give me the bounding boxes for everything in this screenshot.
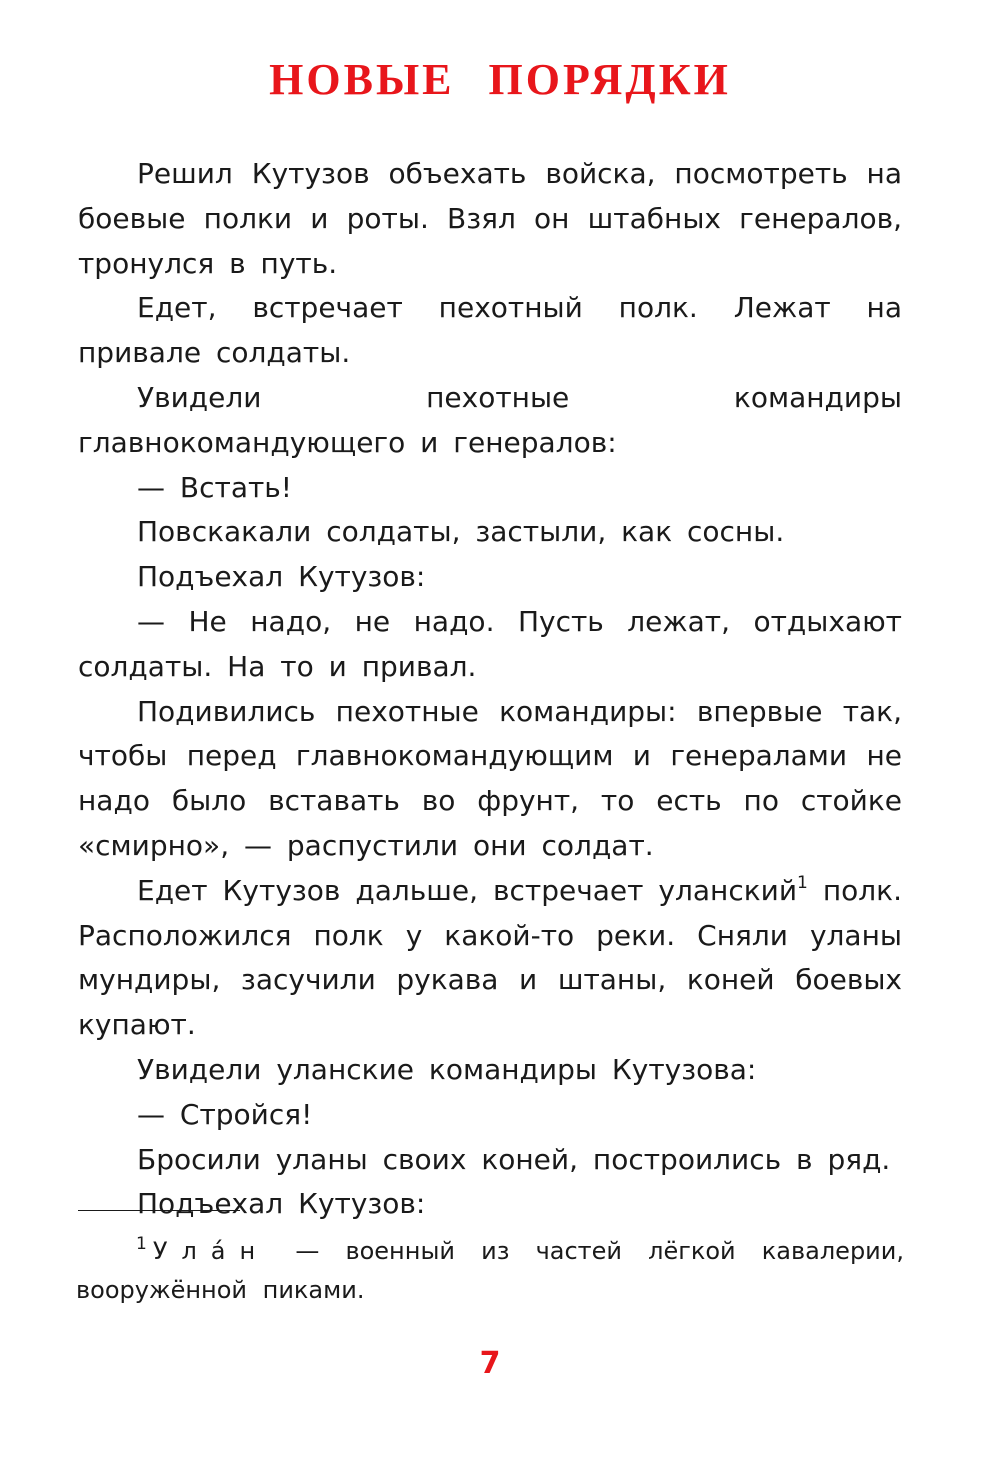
footnote-divider: [78, 1210, 240, 1211]
paragraph: Подивились пехотные командиры: впервые так, чтобы перед главнокомандующим и генералами не надо было вставать во фрунт, то есть по стойке «смирно», — распустили они солдат.: [78, 694, 902, 862]
paragraph-text: Едет Кутузов дальше, встречает уланский: [137, 873, 798, 907]
paragraph: Увидели пехотные командиры главнокомандующего и генералов:: [78, 380, 902, 459]
paragraph: Едет, встречает пехотный полк. Лежат на привале солдаты.: [78, 291, 902, 370]
paragraph: Повскакали солдаты, застыли, как сосны.: [137, 515, 785, 549]
paragraph-with-footnote: [78, 869, 902, 1048]
page-number: 7: [479, 1346, 501, 1381]
dialogue-line: — Не надо, не надо. Пусть лежат, отдыхают солдаты. На то и привал.: [78, 604, 902, 683]
paragraph-text: полк. Расположился полк у какой-то реки. Сняли уланы мундиры, засучили рукава и штаны, коней боевых купают.: [78, 873, 902, 1042]
paragraph: Решил Кутузов объехать войска, посмотреть на боевые полки и роты. Взял он штабных генералов, тронулся в путь.: [78, 157, 902, 280]
footnote-reference: 1: [797, 872, 808, 893]
footnote-text: [76, 1232, 904, 1310]
footnote: [76, 1232, 904, 1310]
paragraph: Подъехал Кутузов:: [137, 1187, 426, 1221]
paragraph: Подъехал Кутузов:: [137, 560, 426, 594]
paragraph: Бросили уланы своих коней, построились в ряд.: [137, 1142, 891, 1176]
footnote-number: 1: [136, 1234, 147, 1254]
footnote-definition: — военный из частей лёгкой кавалерии, вооружённой пиками.: [76, 1237, 904, 1304]
dialogue-line: — Встать!: [137, 470, 293, 504]
chapter-text: [78, 152, 902, 1227]
dialogue-line: — Стройся!: [137, 1097, 313, 1131]
chapter-title: НОВЫЕ ПОРЯДКИ: [269, 55, 731, 104]
paragraph: Увидели уланские командиры Кутузова:: [137, 1052, 757, 1086]
footnote-term: Ула́н: [152, 1237, 270, 1265]
